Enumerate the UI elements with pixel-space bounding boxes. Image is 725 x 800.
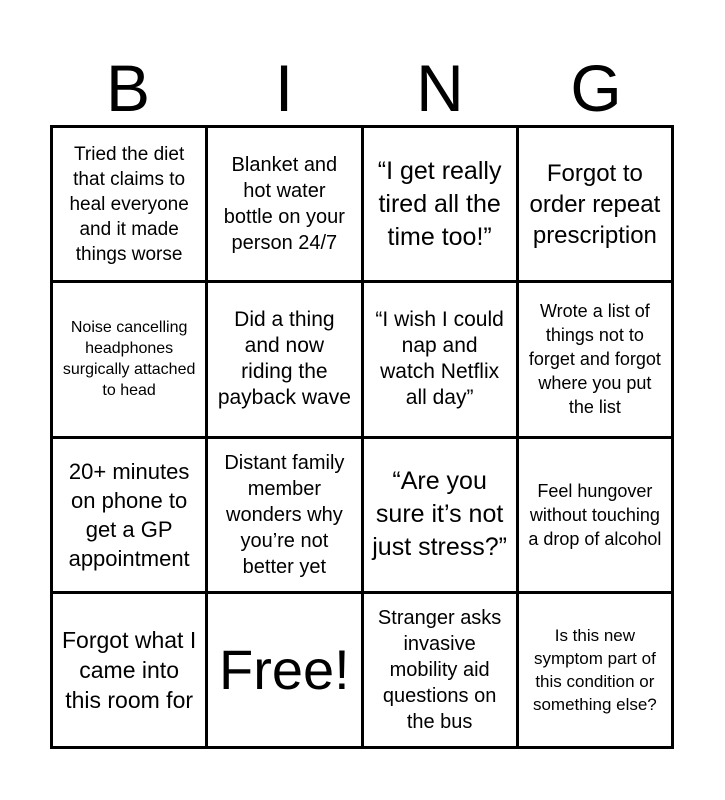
bingo-cell[interactable] bbox=[519, 128, 671, 280]
cell-text: Wrote a list of things not to forget and forgot where you put the list bbox=[528, 301, 661, 418]
cell-text: “I wish I could nap and watch Netflix all day” bbox=[375, 308, 504, 410]
bingo-cell[interactable] bbox=[208, 128, 360, 280]
bingo-header bbox=[50, 52, 674, 124]
header-letter-n: N bbox=[416, 51, 464, 125]
header-letter-g: G bbox=[570, 51, 622, 125]
bingo-cell[interactable] bbox=[208, 283, 360, 435]
cell-text: Did a thing and now riding the payback wave bbox=[217, 308, 351, 410]
cell-text: Forgot what I came into this room for bbox=[62, 626, 197, 713]
cell-text: “I get really tired all the time too!” bbox=[377, 156, 502, 251]
cell-text: Feel hungover without touching a drop of alcohol bbox=[528, 480, 662, 549]
bingo-board bbox=[50, 125, 674, 749]
cell-text: 20+ minutes on phone to get a GP appointment bbox=[68, 458, 190, 571]
bingo-cell[interactable] bbox=[519, 594, 671, 746]
bingo-cell[interactable] bbox=[519, 439, 671, 591]
bingo-cell[interactable] bbox=[519, 283, 671, 435]
bingo-cell[interactable] bbox=[53, 283, 205, 435]
cell-text: Distant family member wonders why you’re not better yet bbox=[224, 451, 345, 578]
cell-text: “Are you sure it’s not just stress?” bbox=[372, 467, 507, 562]
bingo-cell[interactable] bbox=[53, 128, 205, 280]
cell-text: Tried the diet that claims to heal everyone and it made things worse bbox=[69, 143, 189, 265]
free-space-cell[interactable] bbox=[208, 594, 360, 746]
header-letter-b: B bbox=[105, 51, 151, 125]
bingo-cell[interactable] bbox=[364, 128, 516, 280]
free-space-text: Free! bbox=[219, 637, 350, 701]
cell-text: Stranger asks invasive mobility aid questions on the bus bbox=[377, 606, 502, 733]
cell-text: Blanket and hot water bottle on your person 24/7 bbox=[223, 154, 345, 255]
header-letter-i: I bbox=[274, 51, 294, 125]
bingo-cell[interactable] bbox=[53, 594, 205, 746]
cell-text: Is this new symptom part of this condition or something else? bbox=[532, 625, 657, 714]
bingo-cell[interactable] bbox=[364, 439, 516, 591]
bingo-cell[interactable] bbox=[364, 283, 516, 435]
bingo-cell[interactable] bbox=[208, 439, 360, 591]
cell-text: Noise cancelling headphones surgically attached to head bbox=[62, 319, 196, 400]
bingo-cell[interactable] bbox=[53, 439, 205, 591]
cell-text: Forgot to order repeat prescription bbox=[529, 159, 661, 249]
bingo-cell[interactable] bbox=[364, 594, 516, 746]
